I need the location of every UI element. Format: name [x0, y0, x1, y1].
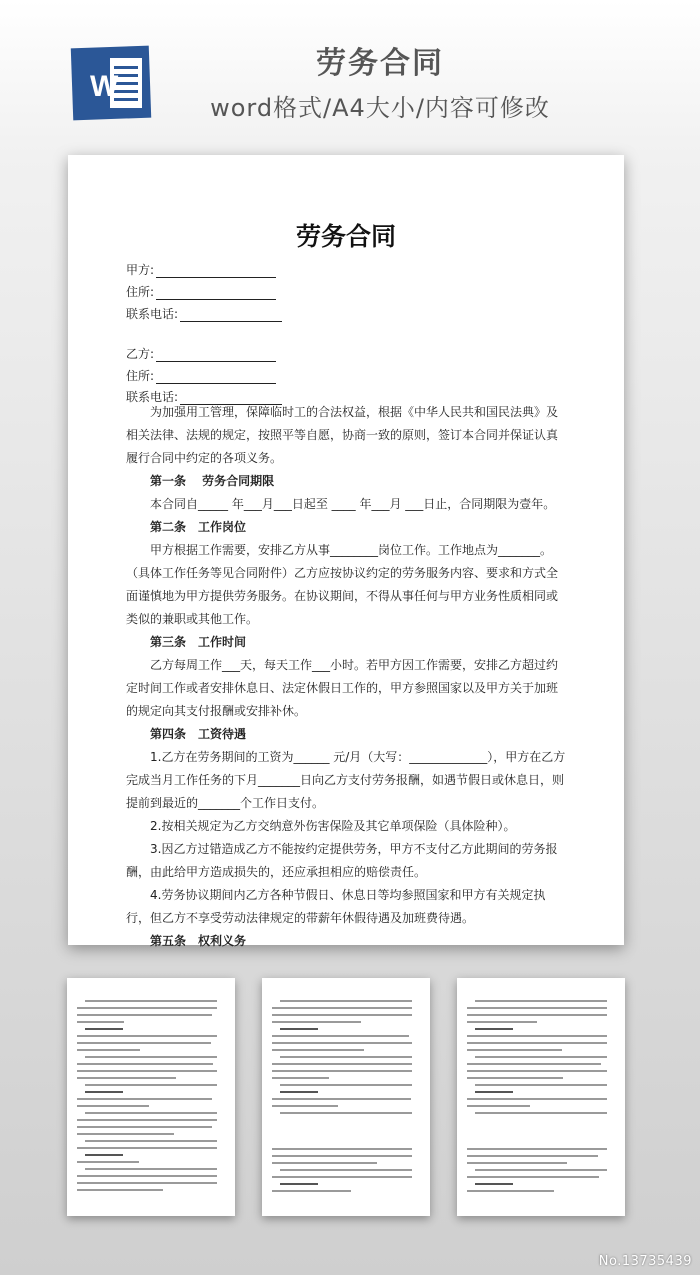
- thumbnail-text-line: [272, 1105, 338, 1107]
- thumbnail-text-line: [77, 1126, 212, 1128]
- document-page: [68, 155, 624, 948]
- party-a-address-label: 住所:: [126, 285, 155, 299]
- thumbnail-page-2[interactable]: [67, 978, 235, 1216]
- party-b-name-blank[interactable]: [156, 350, 276, 362]
- party-b-address-blank[interactable]: [156, 372, 276, 384]
- thumbnail-text-line: [272, 1070, 412, 1072]
- thumbnail-text-line: [475, 1169, 607, 1171]
- word-document-icon: [70, 44, 152, 122]
- thumbnail-text-line: [85, 1056, 217, 1058]
- contract-paragraph: 2.按相关规定为乙方交纳意外伤害保险及其它单项保险（具体险种）。: [150, 819, 516, 833]
- clause-heading: 第四条 工资待遇: [150, 727, 247, 741]
- party-a-phone-label: 联系电话:: [126, 307, 179, 321]
- party-a-name-label: 甲方:: [126, 263, 155, 277]
- thumbnail-text-line: [467, 1190, 554, 1192]
- party-b-address-field: [126, 367, 276, 384]
- thumbnail-text-line: [467, 1035, 607, 1037]
- thumbnail-text-line: [467, 1105, 530, 1107]
- thumbnail-text-line: [77, 1049, 140, 1051]
- thumbnail-text-line: [272, 1042, 412, 1044]
- thumbnail-text-line: [272, 1162, 377, 1164]
- party-b-name-field: [126, 345, 276, 362]
- thumbnail-text-line: [467, 1155, 598, 1157]
- thumbnail-text-line: [77, 1007, 217, 1009]
- thumbnail-text-line: [272, 1155, 412, 1157]
- thumbnail-text-line: [475, 1028, 513, 1030]
- thumbnail-text-line: [280, 1169, 412, 1171]
- party-b-phone-label: 联系电话:: [126, 390, 179, 404]
- thumbnail-text-line: [272, 1063, 412, 1065]
- thumbnail-text-line: [77, 1147, 217, 1149]
- contract-paragraph: 甲方根据工作需要，安排乙方从事________岗位工作。工作地点为_______。（具体工作任务等见合同附件）乙方应按协议约定的劳务服务内容、要求和方式全面谨慎地为甲方提供劳务服务。在协议期间，不得从事任何与甲方业务性质相同或类似的兼职或其他工作。: [126, 543, 559, 626]
- party-a-name-blank[interactable]: [156, 266, 276, 278]
- thumbnail-text-line: [85, 1091, 123, 1093]
- thumbnail-text-line: [475, 1112, 607, 1114]
- header-title: 劳务合同: [316, 46, 444, 81]
- thumbnail-text-line: [77, 1098, 212, 1100]
- thumbnail-text-line: [475, 1183, 513, 1185]
- thumbnail-text-line: [272, 1035, 409, 1037]
- thumbnail-text-line: [280, 1183, 318, 1185]
- thumbnail-text-line: [85, 1000, 217, 1002]
- contract-paragraph: 本合同自_____ 年___月___日起至 ____ 年___月 ___日止，合同期限为壹年。: [150, 497, 556, 511]
- thumbnail-text-line: [77, 1070, 217, 1072]
- thumbnail-text-line: [272, 1190, 351, 1192]
- thumbnail-text-line: [280, 1000, 412, 1002]
- thumbnail-text-line: [467, 1063, 601, 1065]
- clause-heading: 第五条 权利义务: [150, 934, 247, 948]
- thumbnail-text-line: [77, 1175, 217, 1177]
- thumbnail-text-line: [85, 1140, 217, 1142]
- word-icon-letter: W: [90, 70, 119, 103]
- thumbnail-text-line: [272, 1014, 412, 1016]
- thumbnail-text-line: [77, 1021, 124, 1023]
- clause-heading: 第二条 工作岗位: [150, 520, 247, 534]
- thumbnail-text-line: [467, 1148, 607, 1150]
- thumbnail-text-line: [467, 1077, 563, 1079]
- thumbnail-text-line: [272, 1021, 361, 1023]
- thumbnail-text-line: [77, 1014, 212, 1016]
- contract-body: [126, 401, 566, 953]
- thumbnail-text-line: [272, 1098, 411, 1100]
- thumbnail-text-line: [475, 1000, 607, 1002]
- thumbnail-text-line: [280, 1112, 412, 1114]
- thumbnail-text-line: [77, 1133, 174, 1135]
- thumbnail-text-line: [475, 1056, 607, 1058]
- contract-paragraph: 3.因乙方过错造成乙方不能按约定提供劳务，甲方不支付乙方此期间的劳务报酬，由此给甲方造成损失的，还应承担相应的赔偿责任。: [126, 842, 558, 879]
- thumbnail-text-line: [272, 1148, 412, 1150]
- thumbnail-page-4[interactable]: [457, 978, 625, 1216]
- thumbnail-text-line: [467, 1014, 607, 1016]
- thumbnail-text-line: [467, 1007, 607, 1009]
- thumbnail-text-line: [85, 1154, 123, 1156]
- party-a-phone-blank[interactable]: [180, 310, 282, 322]
- thumbnail-text-line: [272, 1007, 412, 1009]
- party-a-name-field: [126, 261, 276, 278]
- image-id-watermark: No.13735439: [598, 1254, 692, 1269]
- thumbnail-text-line: [272, 1176, 412, 1178]
- document-title: 劳务合同: [295, 222, 396, 251]
- thumbnail-text-line: [467, 1070, 607, 1072]
- thumbnail-text-line: [467, 1098, 607, 1100]
- thumbnail-text-line: [280, 1091, 318, 1093]
- thumbnail-text-line: [77, 1077, 176, 1079]
- thumbnail-text-line: [77, 1042, 211, 1044]
- thumbnail-page-3[interactable]: [262, 978, 430, 1216]
- contract-paragraph: 4.劳务协议期间内乙方各种节假日、休息日等均参照国家和甲方有关规定执行，但乙方不享受劳动法律规定的带薪年休假待遇及加班费待遇。: [126, 888, 546, 925]
- thumbnail-text-line: [280, 1056, 412, 1058]
- thumbnail-text-line: [467, 1049, 562, 1051]
- thumbnail-text-line: [467, 1176, 599, 1178]
- header-subtitle: word格式/A4大小/内容可修改: [210, 94, 550, 122]
- thumbnail-text-line: [475, 1084, 607, 1086]
- thumbnail-text-line: [77, 1105, 149, 1107]
- thumbnail-text-line: [272, 1049, 364, 1051]
- contract-paragraph: 1.乙方在劳务期间的工资为______ 元/月（大写：_____________），甲方在乙方完成当月工作任务的下月_______日向乙方支付劳务报酬，如遇节假日或休息日，则提前到最近的_______个工作日支付。: [126, 750, 566, 810]
- party-b-address-label: 住所:: [126, 369, 155, 383]
- thumbnail-text-line: [77, 1119, 217, 1121]
- thumbnail-text-line: [77, 1161, 139, 1163]
- thumbnail-text-line: [85, 1028, 123, 1030]
- thumbnail-text-line: [467, 1162, 567, 1164]
- thumbnail-text-line: [280, 1028, 318, 1030]
- clause-heading: 第三条 工作时间: [150, 635, 247, 649]
- thumbnail-text-line: [467, 1042, 607, 1044]
- thumbnail-text-line: [77, 1035, 217, 1037]
- party-a-address-blank[interactable]: [156, 288, 276, 300]
- party-a-address-field: [126, 283, 276, 300]
- thumbnail-text-line: [85, 1084, 217, 1086]
- thumbnail-text-line: [272, 1077, 329, 1079]
- thumbnail-text-line: [85, 1168, 217, 1170]
- party-a-phone-field: [126, 305, 282, 322]
- clause-heading: 第一条 劳务合同期限: [150, 474, 275, 488]
- party-b-name-label: 乙方:: [126, 347, 155, 361]
- thumbnail-text-line: [77, 1063, 213, 1065]
- contract-paragraph: 为加强用工管理，保障临时工的合法权益，根据《中华人民共和国民法典》及相关法律、法规的规定，按照平等自愿，协商一致的原则，签订本合同并保证认真履行合同中约定的各项义务。: [126, 405, 559, 465]
- thumbnail-text-line: [77, 1182, 217, 1184]
- thumbnail-text-line: [280, 1084, 412, 1086]
- thumbnail-text-line: [85, 1112, 217, 1114]
- contract-paragraph: 乙方每周工作___天，每天工作___小时。若甲方因工作需要，安排乙方超过约定时间工作或者安排休息日、法定休假日工作的，甲方参照国家以及甲方关于加班的规定向其支付报酬或安排补休。: [126, 658, 559, 718]
- thumbnail-text-line: [77, 1189, 163, 1191]
- thumbnail-text-line: [467, 1021, 537, 1023]
- thumbnail-text-line: [475, 1091, 513, 1093]
